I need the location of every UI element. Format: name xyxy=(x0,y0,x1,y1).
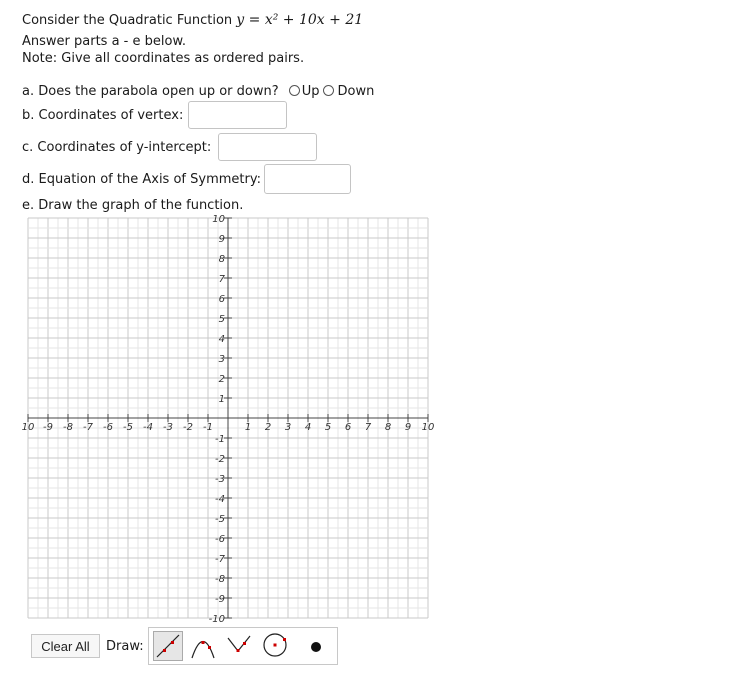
x-tick-label: 8 xyxy=(384,422,392,433)
circle-icon xyxy=(261,631,289,659)
x-tick-label: 10 xyxy=(421,422,434,433)
y-tick-label: 5 xyxy=(218,314,225,325)
function-rhs: x² + 10x + 21 xyxy=(264,12,364,28)
problem-intro-line xyxy=(22,12,363,28)
y-tick-label: 2 xyxy=(218,374,225,385)
y-tick-label: 7 xyxy=(218,274,225,285)
question-b-label: b. Coordinates of vertex: xyxy=(22,108,184,123)
function-eq: = xyxy=(248,12,261,28)
problem-intro: Consider the Quadratic Function xyxy=(22,13,233,28)
y-tick-label: -7 xyxy=(215,554,225,565)
x-tick-label: -6 xyxy=(103,422,113,433)
axis-of-symmetry-input[interactable] xyxy=(264,164,351,194)
y-tick-label: -5 xyxy=(215,514,225,525)
note-line: Note: Give all coordinates as ordered pairs. xyxy=(22,51,305,66)
x-tick-label: 9 xyxy=(404,422,412,433)
x-tick-label: 7 xyxy=(364,422,372,433)
y-tick-label: 1 xyxy=(218,394,225,405)
y-tick-label: -3 xyxy=(215,474,225,485)
radio-up-circle[interactable] xyxy=(289,85,300,96)
parabola-down-icon xyxy=(189,631,217,659)
y-tick-label: 8 xyxy=(218,254,225,265)
function-lhs: y xyxy=(236,12,245,28)
circle-tool[interactable] xyxy=(261,631,291,661)
y-tick-label: -4 xyxy=(215,494,225,505)
x-tick-label: 6 xyxy=(344,422,352,433)
radio-down-label[interactable]: Down xyxy=(337,84,375,99)
x-tick-label: -4 xyxy=(143,422,153,433)
x-tick-label: -9 xyxy=(43,422,53,433)
draw-toolbar xyxy=(148,627,338,665)
question-a xyxy=(22,84,374,99)
x-tick-label: -1 xyxy=(203,422,213,433)
x-tick-label: 3 xyxy=(284,422,292,433)
y-tick-label: -2 xyxy=(215,454,225,465)
instructions-line: Answer parts a - e below. xyxy=(22,34,187,49)
question-d-label: d. Equation of the Axis of Symmetry: xyxy=(22,172,261,187)
point-icon xyxy=(297,631,325,659)
y-intercept-input[interactable] xyxy=(218,133,317,161)
x-tick-label: -5 xyxy=(123,422,133,433)
y-tick-label: 6 xyxy=(218,294,225,305)
y-tick-label: -9 xyxy=(215,594,225,605)
coordinate-graph[interactable] xyxy=(22,212,434,624)
x-tick-label: 4 xyxy=(304,422,312,433)
parabola-down-tool[interactable] xyxy=(189,631,219,661)
point-tool[interactable] xyxy=(297,631,327,661)
parabola-up-tool[interactable] xyxy=(225,631,255,661)
line-segment-tool[interactable] xyxy=(153,631,183,661)
y-tick-label: -1 xyxy=(215,434,225,445)
clear-all-button[interactable]: Clear All xyxy=(31,634,100,658)
y-tick-label: 4 xyxy=(218,334,225,345)
radio-up[interactable] xyxy=(289,84,320,99)
x-tick-label: 1 xyxy=(244,422,252,433)
x-tick-label: 2 xyxy=(264,422,272,433)
y-tick-label: -10 xyxy=(208,614,225,624)
y-tick-label: 9 xyxy=(218,234,225,245)
question-a-label: a. Does the parabola open up or down? xyxy=(22,84,279,99)
x-tick-label: -2 xyxy=(183,422,193,433)
function-expression xyxy=(236,12,363,28)
radio-up-label[interactable]: Up xyxy=(301,84,320,99)
question-e-label: e. Draw the graph of the function. xyxy=(22,198,244,213)
y-tick-label: -8 xyxy=(215,574,225,585)
x-tick-label: 10 xyxy=(22,422,35,433)
draw-label: Draw: xyxy=(106,639,144,654)
x-tick-label: 5 xyxy=(324,422,332,433)
question-c-label: c. Coordinates of y-intercept: xyxy=(22,140,212,155)
x-tick-label: -8 xyxy=(63,422,73,433)
y-tick-label: 10 xyxy=(212,214,225,225)
radio-down[interactable] xyxy=(323,84,375,99)
parabola-up-icon xyxy=(225,631,253,659)
radio-down-circle[interactable] xyxy=(323,85,334,96)
x-tick-label: -3 xyxy=(163,422,173,433)
vertex-input[interactable] xyxy=(188,101,287,129)
y-tick-label: -6 xyxy=(215,534,225,545)
line-segment-icon xyxy=(154,632,182,660)
x-tick-label: -7 xyxy=(83,422,93,433)
y-tick-label: 3 xyxy=(218,354,225,365)
